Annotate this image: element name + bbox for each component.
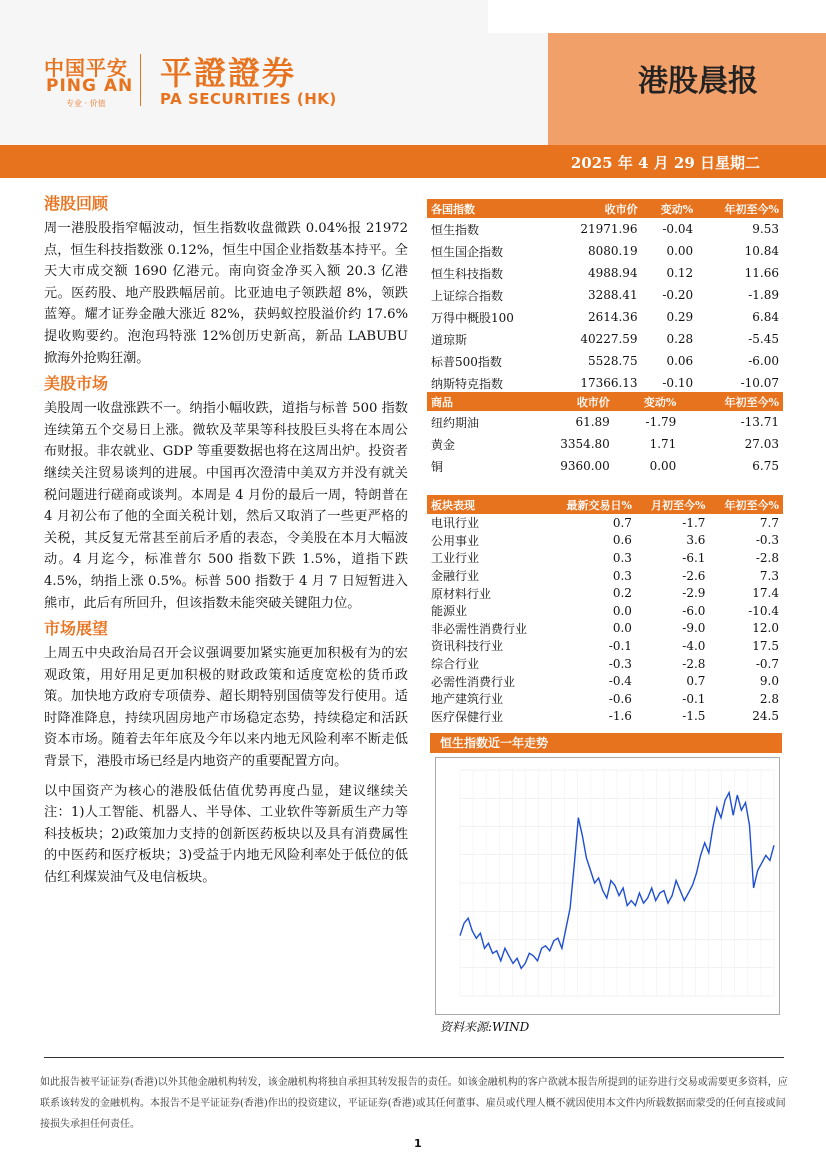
cell-value: -6.0 (682, 603, 706, 618)
table-row (427, 328, 783, 350)
cell-value: 7.3 (759, 568, 779, 583)
cell-value: -0.3 (755, 533, 779, 548)
sectors-panel (427, 495, 783, 725)
table-row (427, 708, 783, 726)
table-row (427, 411, 783, 433)
cell-value: -1.89 (748, 288, 779, 302)
cell-value: 24.5 (752, 709, 779, 724)
cell-value: -1.7 (682, 515, 706, 530)
section-paragraph: 周一港股股指窄幅波动，恒生指数收盘微跌 0.04%报 21972 点，恒生科技指数涨 0.12%，恒生中国企业指数基本持平。全天大市成交额 1690 亿港元。南向资金净买入额 20.3 亿港元。医药股、地产股跌幅居前。比亚迪电子领跌超 8%，领跌蓝筹。耀才证券金融大涨近 82%，获蚂蚁控股溢价约 17.6%提收购要约。泡泡玛特涨 12%创历史新高，新品 LABUBU 掀海外抢购狂潮。 (44, 221, 408, 366)
footer-rule (44, 1057, 784, 1058)
cell-value: -1.5 (682, 709, 706, 724)
column-header: 月初至今% (636, 495, 710, 514)
column-header: 年初至今% (680, 392, 783, 411)
column-header: 收市价 (552, 199, 642, 218)
table-row (427, 637, 783, 655)
table-row (427, 455, 783, 477)
cell-value: -0.10 (662, 376, 694, 390)
commentary-column (44, 193, 408, 893)
table-row (427, 240, 783, 262)
cell-value: -10.4 (748, 603, 779, 618)
cell-value: 27.03 (744, 437, 779, 451)
cell-value: 6.75 (752, 459, 779, 473)
table-row (427, 372, 783, 394)
cell-value: 11.66 (744, 266, 779, 280)
cell-value: 10.84 (744, 244, 779, 258)
column-header: 最新交易日% (549, 495, 635, 514)
cell-value: 61.89 (575, 415, 610, 429)
cell-value: 7.7 (759, 515, 779, 530)
column-header: 收市价 (519, 392, 614, 411)
section-hk-review (44, 193, 408, 369)
row-label: 上证综合指数 (431, 288, 504, 303)
cell-value: 0.06 (666, 354, 694, 368)
table-row (427, 567, 783, 585)
pingan-logo-cn: 中国平安 (44, 56, 128, 80)
hsi-line-chart (436, 758, 781, 1016)
column-header: 年初至今% (697, 199, 783, 218)
cell-value: 8080.19 (587, 244, 638, 258)
section-outlook (44, 618, 408, 889)
cell-value: -2.8 (682, 656, 706, 671)
cell-value: 40227.59 (580, 332, 638, 346)
row-label: 原材料行业 (431, 586, 492, 601)
row-label: 非必需性消费行业 (431, 621, 528, 636)
disclaimer-text: 如此报告被平证证券(香港)以外其他金融机构转发，该金融机构将独自承担其转发报告的责任。如该金融机构的客户欲就本报告所提到的证券进行交易或需要更多资料，应联系该转发的金融机构。本报告不是平证证券(香港)作出的投资建议，平证证券(香港)或其任何董事、雇员或代理人概不就因使用本文件内所载数据而蒙受的任何直接或间接损失承担任何责任。 (40, 1077, 788, 1130)
table-row (427, 655, 783, 673)
cell-value: -0.3 (608, 656, 632, 671)
cell-value: 9360.00 (560, 459, 610, 473)
brand-name-en: PA SECURITIES (HK) (160, 90, 337, 108)
cell-value: 0.7 (612, 515, 632, 530)
column-header: 变动% (642, 199, 698, 218)
chart-title: 恒生指数近一年走势 (430, 733, 782, 753)
section-paragraph: 以中国资产为核心的港股低估值优势再度凸显，建议继续关注：1)人工智能、机器人、半导体、工业软件等新质生产力等科技板块；2)政策加力支持的创新医药板块以及具有消费属性的中医药和医疗板块；3)受益于内地无风险利率处于低位的低估红利煤炭油气及电信板块。 (44, 783, 408, 886)
row-label: 恒生国企指数 (431, 244, 504, 259)
section-title: 港股回顾 (44, 194, 109, 213)
cell-value: -4.0 (682, 638, 706, 653)
cell-value: 0.2 (612, 586, 632, 601)
cell-value: 0.0 (612, 603, 632, 618)
column-header: 各国指数 (427, 199, 552, 218)
table-row (427, 306, 783, 328)
row-label: 工业行业 (431, 551, 480, 566)
row-label: 能源业 (431, 604, 468, 619)
cell-value: 0.6 (612, 533, 632, 548)
row-label: 恒生指数 (431, 222, 480, 237)
page-number: 1 (414, 1137, 422, 1150)
table-row (427, 549, 783, 567)
cell-value: 9.0 (759, 674, 779, 689)
row-label: 资讯科技行业 (431, 639, 504, 654)
cell-value: 17366.13 (580, 376, 638, 390)
row-label: 综合行业 (431, 657, 480, 672)
table-row (427, 690, 783, 708)
row-label: 金融行业 (431, 569, 480, 584)
cell-value: -0.04 (662, 222, 694, 236)
indices-table (427, 199, 783, 394)
row-label: 必需性消费行业 (431, 674, 516, 689)
cell-value: 4988.94 (587, 266, 638, 280)
cell-value: 17.5 (752, 638, 779, 653)
cell-value: -2.8 (755, 550, 779, 565)
section-title: 市场展望 (44, 619, 109, 639)
row-label: 万得中概股100 (431, 310, 514, 325)
cell-value: -1.6 (608, 709, 632, 724)
table-row (427, 284, 783, 306)
report-date: 2025 年 4 月 29 日星期二 (570, 154, 760, 172)
section-paragraph: 美股周一收盘涨跌不一。纳指小幅收跌，道指与标普 500 指数连续第五个交易日上涨。微软及苹果等科技股巨头将在本周公布财报。非农就业、GDP 等重要数据也将在这周出炉。投资者继续关注贸易谈判的进展。中国再次澄清中美双方并没有就关税问题进行磋商或谈判。本周是 4 月份的最后一周，特朗普在 4 月初公布了他的全面关税计划，然后又取消了一些更严格的关税，其反复无常甚至前后矛盾的表态，令美股在本月大幅波动。4 月迄今，标准普尔 500 指数下跌 1.5%，道指下跌 4.5%，纳指上涨 0.5%。标普 500 指数于 4 月 7 日短暂进入熊市，此后有所回升，但该指数未能突破关键阻力位。 (44, 401, 408, 611)
row-label: 纽约期油 (431, 415, 480, 430)
table-row (427, 584, 783, 602)
row-label: 地产建筑行业 (431, 692, 504, 707)
cell-value: -5.45 (748, 332, 779, 346)
pingan-logo-en: PING AN (46, 76, 134, 96)
table-row (427, 532, 783, 550)
cell-value: 1.71 (649, 437, 677, 451)
column-header: 商品 (427, 392, 519, 411)
table-row (427, 602, 783, 620)
hsi-chart (435, 757, 780, 1015)
sectors-table (427, 495, 783, 725)
commodities-table (427, 392, 783, 477)
table-row (427, 218, 783, 240)
row-label: 医疗保健行业 (431, 709, 504, 724)
cell-value: 6.84 (752, 310, 779, 324)
column-header: 变动% (614, 392, 681, 411)
cell-value: 17.4 (752, 586, 779, 601)
cell-value: -0.20 (662, 288, 694, 302)
table-row (427, 262, 783, 284)
cell-value: 0.3 (612, 550, 632, 565)
cell-value: -6.1 (682, 550, 706, 565)
cell-value: 0.7 (686, 674, 706, 689)
cell-value: 0.0 (612, 621, 632, 636)
cell-value: 0.28 (666, 332, 694, 346)
table-row (427, 620, 783, 638)
row-label: 黄金 (431, 437, 456, 452)
cell-value: 21971.96 (580, 222, 638, 236)
cell-value: -10.07 (740, 376, 779, 390)
brand-name-cn: 平證證券 (160, 54, 297, 92)
table-row (427, 514, 783, 532)
cell-value: 0.12 (666, 266, 694, 280)
cell-value: -0.1 (608, 638, 632, 653)
cell-value: -13.71 (740, 415, 779, 429)
indices-panel (427, 199, 783, 394)
cell-value: -0.4 (608, 674, 632, 689)
cell-value: -2.6 (682, 568, 706, 583)
pingan-logo-tagline: 专业 · 价值 (66, 99, 106, 108)
section-title: 美股市场 (44, 374, 109, 394)
cell-value: -0.1 (682, 691, 706, 706)
row-label: 标普500指数 (431, 354, 502, 369)
cell-value: 3.6 (686, 533, 706, 548)
cell-value: 0.00 (666, 244, 694, 258)
row-label: 电讯行业 (431, 516, 480, 531)
column-header: 年初至今% (709, 495, 783, 514)
row-label: 纳斯特克指数 (431, 376, 504, 391)
row-label: 恒生科技指数 (431, 266, 504, 281)
section-us-market (44, 373, 408, 614)
cell-value: 3288.41 (587, 288, 638, 302)
chart-source: 资料来源:WIND (440, 1020, 530, 1034)
cell-value: 2614.36 (587, 310, 638, 324)
cell-value: -0.7 (755, 656, 779, 671)
header-white-bar (488, 0, 826, 33)
row-label: 铜 (431, 459, 444, 474)
cell-value: -9.0 (682, 621, 706, 636)
cell-value: -1.79 (645, 415, 677, 429)
cell-value: -0.6 (608, 691, 632, 706)
cell-value: -2.9 (682, 586, 706, 601)
column-header: 板块表现 (427, 495, 549, 514)
table-row (427, 433, 783, 455)
cell-value: -6.00 (748, 354, 779, 368)
logo-divider (140, 54, 141, 106)
cell-value: 2.8 (759, 691, 779, 706)
cell-value: 0.3 (612, 568, 632, 583)
cell-value: 3354.80 (560, 437, 610, 451)
row-label: 道琼斯 (431, 332, 468, 347)
section-paragraph: 上周五中央政治局召开会议强调要加紧实施更加积极有为的宏观政策，用好用足更加积极的财政政策和适度宽松的货币政策。加快地方政府专项债券、超长期特别国债等发行使用。适时降准降息，持续巩固房地产市场稳定态势，持续稳定和活跃资本市场。随着去年年底及今年以来内地无风险利率不断走低背景下，港股市场已经是内地资产的重要配置方向。 (44, 646, 408, 770)
cell-value: 0.29 (666, 310, 694, 324)
row-label: 公用事业 (431, 533, 480, 548)
commodities-panel (427, 392, 783, 477)
cell-value: 0.00 (649, 459, 677, 473)
report-title: 港股晨报 (638, 64, 758, 99)
cell-value: 12.0 (752, 621, 779, 636)
table-row (427, 350, 783, 372)
table-row (427, 672, 783, 690)
cell-value: 5528.75 (587, 354, 638, 368)
cell-value: 9.53 (752, 222, 779, 236)
